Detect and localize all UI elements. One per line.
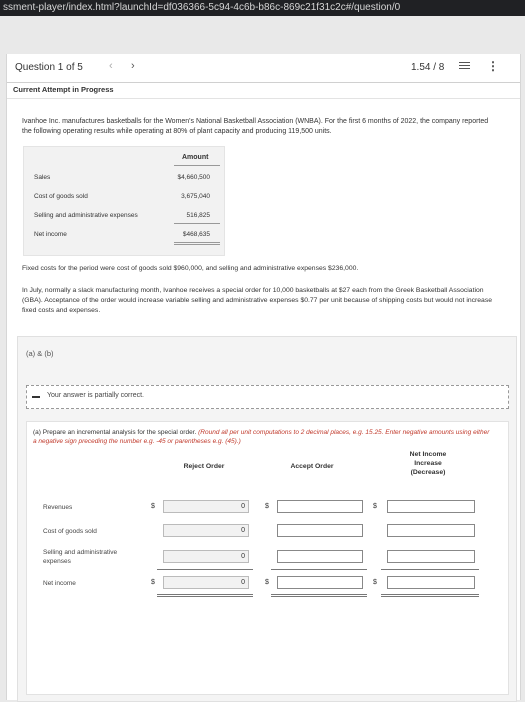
score-display: 1.54 / 8	[411, 62, 445, 73]
amount-header: Amount	[182, 154, 209, 161]
divider	[157, 596, 253, 597]
accept-revenues-input[interactable]	[277, 500, 363, 513]
fin-value-cogs: 3,675,040	[181, 193, 210, 200]
fin-label-cogs: Cost of goods sold	[34, 193, 88, 200]
partial-correct-banner[interactable]	[26, 385, 509, 409]
currency-symbol: $	[373, 503, 377, 510]
previous-question-button[interactable]: ‹	[109, 60, 113, 72]
currency-symbol: $	[265, 579, 269, 586]
fin-value-net-income: $468,635	[182, 231, 210, 238]
attempt-title: Current Attempt in Progress	[13, 85, 114, 94]
part-label: (a) & (b)	[26, 349, 54, 358]
divider	[157, 569, 253, 570]
special-order-text: In July, normally a slack manufacturing month, Ivanhoe receives a special order for 10,000 basketballs at $27 each from the Greek Basketball Association (GBA). Acceptance of the order would increase variable selling and administrative expenses $0.77 per unit because of shipping costs but would not increase fixed costs and expenses.	[22, 287, 493, 314]
currency-symbol: $	[151, 579, 155, 586]
accept-net-income-input[interactable]	[277, 576, 363, 589]
instructions	[33, 428, 493, 446]
divider	[271, 596, 367, 597]
col-header-net: Net Income Increase (Decrease)	[409, 451, 447, 476]
minus-icon	[32, 396, 40, 398]
reject-revenues-input[interactable]	[163, 500, 249, 513]
financials-table	[23, 146, 225, 256]
net-net-income-input[interactable]	[387, 576, 475, 589]
col-header-reject: Reject Order	[183, 463, 225, 470]
net-revenues-input[interactable]	[387, 500, 475, 513]
divider	[174, 242, 220, 243]
fin-value-sales: $4,660,500	[177, 174, 210, 181]
row-label-cogs: Cost of goods sold	[43, 528, 97, 535]
divider	[157, 594, 253, 595]
accept-sga-input[interactable]	[277, 550, 363, 563]
fin-label-sga: Selling and administrative expenses	[34, 212, 138, 219]
divider	[381, 594, 479, 595]
divider	[271, 594, 367, 595]
partial-correct-text: Your answer is partially correct.	[47, 392, 145, 399]
divider	[174, 244, 220, 245]
row-label-sga: Selling and administrative expenses	[43, 549, 118, 565]
reject-sga-input[interactable]	[163, 550, 249, 563]
instruction-note: (Round all per unit computations to 2 decimal places, e.g. 15.25. Enter negative amounts using either a negative sign preceding the number e.g. -45 or parentheses e.g. (45).)	[33, 429, 490, 445]
fixed-costs-text: Fixed costs for the period were cost of goods sold $960,000, and selling and administrative expenses $236,000.	[22, 265, 359, 272]
next-question-button[interactable]: ›	[131, 60, 135, 72]
fin-value-sga: 516,825	[186, 212, 210, 219]
reject-cogs-input[interactable]	[163, 524, 249, 537]
browser-gap	[0, 16, 525, 54]
instruction-text: (a) Prepare an incremental analysis for the special order.	[33, 429, 197, 436]
assessment-page	[6, 54, 521, 700]
accept-cogs-input[interactable]	[277, 524, 363, 537]
question-nav-bar	[7, 54, 520, 83]
divider	[174, 223, 220, 224]
currency-symbol: $	[265, 503, 269, 510]
currency-symbol: $	[373, 579, 377, 586]
row-label-revenues: Revenues	[43, 504, 73, 511]
divider	[381, 596, 479, 597]
incremental-analysis-box	[26, 421, 509, 695]
fin-label-sales: Sales	[34, 174, 51, 181]
currency-symbol: $	[151, 503, 155, 510]
divider	[381, 569, 479, 570]
divider	[271, 569, 367, 570]
reject-net-income-input[interactable]	[163, 576, 249, 589]
net-cogs-input[interactable]	[387, 524, 475, 537]
divider	[7, 98, 520, 99]
fin-label-net-income: Net income	[34, 231, 67, 238]
browser-url-bar[interactable]: ssment-player/index.html?launchId=df036366-5c94-4c6b-b86c-869c21f31c2c#/question/0	[0, 0, 525, 16]
divider	[174, 165, 220, 166]
problem-intro: Ivanhoe Inc. manufactures basketballs for the Women's National Basketball Association (WNBA). For the first 6 months of 2022, the company reported the following operating results while operating at 80% of plant capacity and producing 119,500 units.	[22, 118, 489, 135]
question-list-icon[interactable]	[459, 60, 470, 71]
question-counter: Question 1 of 5	[15, 62, 83, 73]
more-options-icon[interactable]: ⋮	[487, 59, 499, 73]
row-label-net-income: Net income	[43, 580, 76, 587]
question-section	[17, 336, 517, 702]
col-header-accept: Accept Order	[290, 463, 334, 470]
net-sga-input[interactable]	[387, 550, 475, 563]
